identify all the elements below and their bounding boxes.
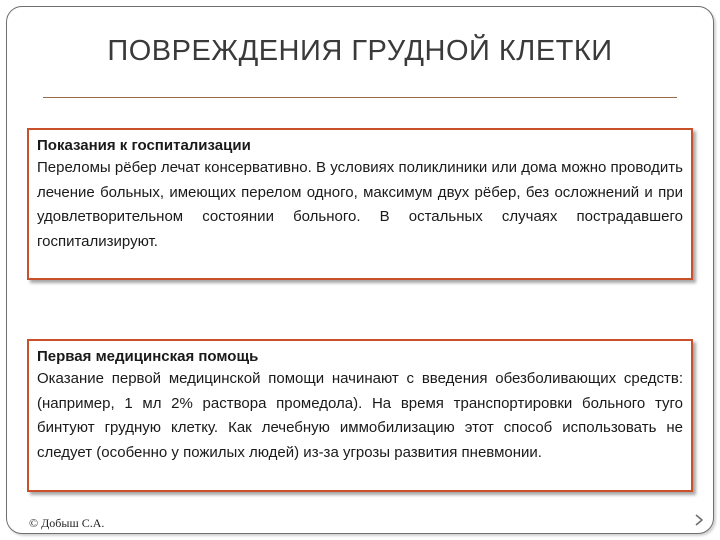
section-body: Переломы рёбер лечат консервативно. В условиях поликлиники или дома можно проводить лечение больных, имеющих перелом одного, максимум двух рёбер, без осложнений и при удовлетворительном состоянии больного. В остальных случаях пострадавшего госпитализируют. (37, 159, 683, 250)
slide (6, 6, 714, 534)
slide-title: ПОВРЕЖДЕНИЯ ГРУДНОЙ КЛЕТКИ (107, 35, 613, 67)
section-heading: Первая медицинская помощь (37, 348, 259, 365)
title-divider (43, 97, 677, 98)
hospitalization-indications-card (27, 128, 693, 280)
copyright-footer: © Добыш С.А. (29, 516, 105, 530)
first-aid-card (27, 339, 693, 492)
section-heading: Показания к госпитализации (37, 137, 251, 154)
next-slide-arrow-icon[interactable] (692, 513, 706, 527)
section-body: Оказание первой медицинской помощи начинают с введения обезболивающих средств: (например, 1 мл 2% раствора промедола). На время транспортировки больного туго бинтуют грудную клетку. Как лечебную иммобилизацию этот способ использовать не следует (особенно у пожилых людей) из-за угрозы развития пневмонии. (37, 370, 683, 461)
